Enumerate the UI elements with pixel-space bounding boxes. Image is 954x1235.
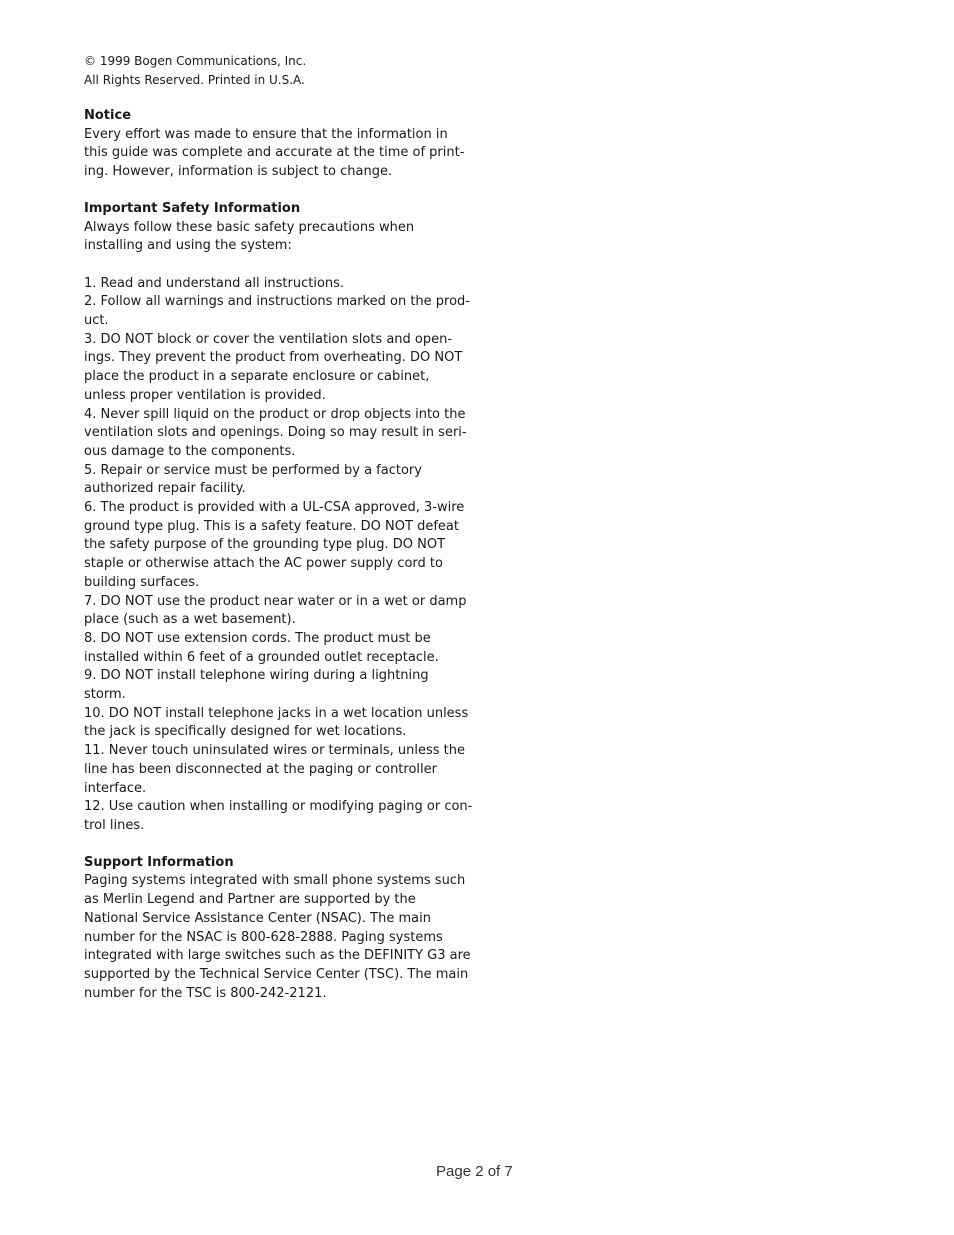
safety-item: 9. DO NOT install telephone wiring during a lightning storm.: [84, 668, 429, 703]
support-heading: Support Information: [84, 854, 234, 870]
document-body: [84, 52, 474, 1003]
notice-body: Every effort was made to ensure that the information in this guide was complete and accurate at the time of print-ing. However, information is subject to change.: [84, 126, 465, 180]
safety-item: 2. Follow all warnings and instructions marked on the prod-uct.: [84, 294, 471, 329]
safety-item: 4. Never spill liquid on the product or drop objects into the ventilation slots and openings. Doing so may result in seri-ous damage to the components.: [84, 406, 467, 459]
safety-item: 6. The product is provided with a UL-CSA approved, 3-wire ground type plug. This is a safety feature. DO NOT defeat the safety purpose of the grounding type plug. DO NOT staple or otherwise attach the AC power supply cord to building surfaces.: [84, 500, 465, 590]
notice-heading: Notice: [84, 108, 132, 123]
page-number: Page 2 of 7: [436, 1163, 513, 1180]
safety-heading: Important Safety Information: [84, 200, 301, 216]
safety-section: [84, 200, 474, 836]
support-section: [84, 854, 474, 1004]
safety-item: 7. DO NOT use the product near water or in a wet or damp place (such as a wet basement).: [84, 593, 467, 628]
copyright-line: © 1999 Bogen Communications, Inc.: [84, 54, 307, 68]
safety-item: 8. DO NOT use extension cords. The product must be installed within 6 feet of a grounded outlet receptacle.: [84, 630, 439, 665]
support-body: Paging systems integrated with small phone systems such as Merlin Legend and Partner are supported by the National Service Assistance Center (NSAC). The main number for the NSAC is 800-628-2888. Paging systems integrated with large switches such as the DEFINITY G3 are supported by the Technical Service Center (TSC). The main number for the TSC is 800-242-2121.: [84, 873, 471, 1001]
safety-item: 10. DO NOT install telephone jacks in a wet location unless the jack is specifically designed for wet locations.: [84, 705, 469, 740]
safety-item: 5. Repair or service must be performed by a factory authorized repair facility.: [84, 462, 422, 497]
copyright-block: [84, 52, 474, 89]
safety-item: 12. Use caution when installing or modifying paging or con-trol lines.: [84, 799, 473, 833]
safety-list: [84, 275, 474, 836]
rights-line: All Rights Reserved. Printed in U.S.A.: [84, 72, 305, 87]
safety-item: 1. Read and understand all instructions.: [84, 275, 345, 291]
safety-item: 3. DO NOT block or cover the ventilation slots and open-ings. They prevent the product from overheating. DO NOT place the product in a separate enclosure or cabinet, unless proper ventilation is provided.: [84, 331, 463, 403]
notice-section: [84, 107, 474, 182]
safety-intro: Always follow these basic safety precautions when installing and using the system:: [84, 219, 415, 254]
safety-item: 11. Never touch uninsulated wires or terminals, unless the line has been disconnected at the paging or controller interface.: [84, 743, 465, 796]
